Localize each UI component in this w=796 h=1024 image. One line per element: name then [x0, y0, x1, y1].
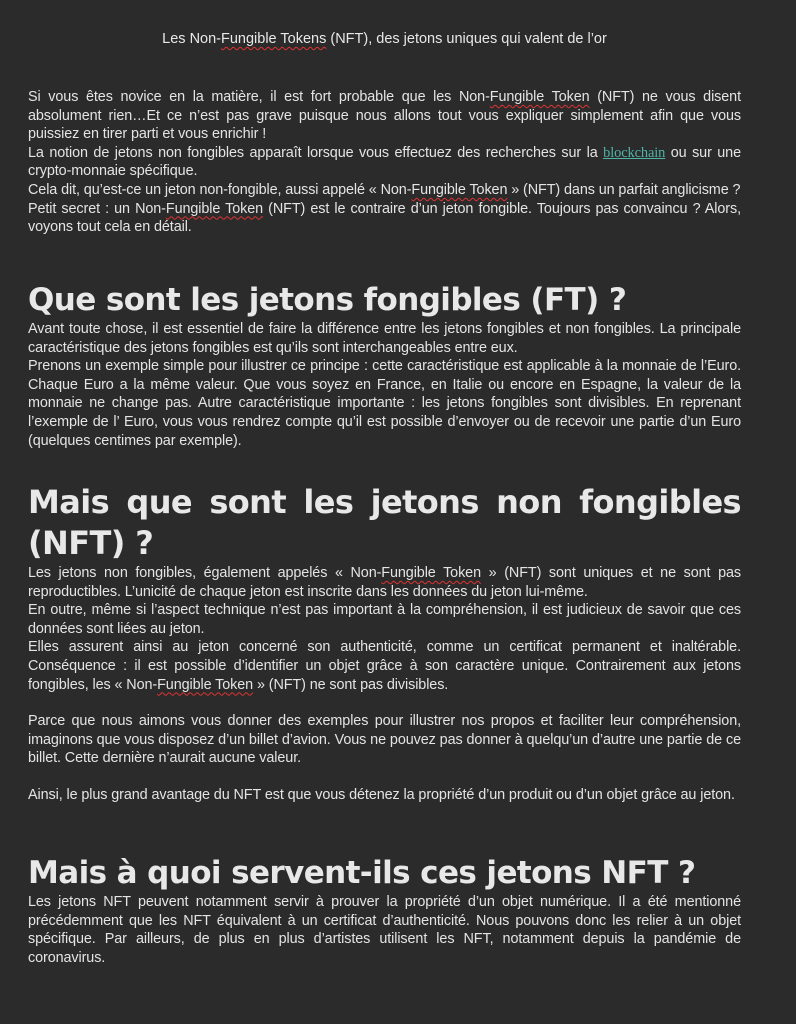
section-paragraph: Avant toute chose, il est essentiel de faire la différence entre les jetons fongibles et non fongibles. La principale caractéristique des jetons fongibles est qu’ils sont interchangeables entre eux.: [28, 321, 741, 356]
section-fungible: [28, 280, 741, 450]
section-paragraph: Les jetons non fongibles, également appelés « Non-Fungible Token » (NFT) sont uniques et ne sont pas reproductibles. L’unicité de chaque jeton est inscrite dans les données du jeton lui-même.: [28, 565, 741, 600]
spellcheck-word: Fungible Tokens: [221, 31, 327, 47]
section-paragraph: Elles assurent ainsi au jeton concerné son authenticité, comme un certificat permanent et inaltérable. Conséquence : il est possible d’identifier un objet grâce à son caractère unique. Contrairement aux jetons fongibles, les « Non-Fungible Token » (NFT) ne sont pas divisibles.: [28, 639, 741, 693]
section-usage: [28, 853, 741, 967]
document-title: Les Non-Fungible Tokens (NFT), des jetons uniques qui valent de l’or: [162, 31, 607, 47]
spellcheck-word: Fungible Token: [165, 200, 264, 217]
section-non-fungible: [28, 482, 741, 805]
blockchain-link[interactable]: blockchain: [603, 144, 666, 161]
intro-paragraph-4: Petit secret : un Non-Fungible Token (NFT) est le contraire d’un jeton fongible. Toujours pas convaincu ? Alors, voyons tout cela en détail.: [28, 200, 741, 236]
section-paragraph: En outre, même si l’aspect technique n’est pas important à la compréhension, il est judicieux de savoir que ces données sont liées au jeton.: [28, 602, 741, 637]
section-paragraph: Ainsi, le plus grand avantage du NFT est que vous détenez la propriété d’un produit ou d’un objet grâce au jeton.: [28, 786, 735, 803]
intro-section: [28, 88, 741, 237]
spellcheck-word: Fungible Token: [489, 89, 590, 105]
section-paragraph: Les jetons NFT peuvent notamment servir à prouver la propriété d’un objet numérique. Il a été mentionné précédemment que les NFT équivalent à un certificat d’authenticité. Nous pouvons donc les relier à un objet spécifique. Par ailleurs, de plus en plus d’artistes utilisent les NFT, notamment depuis la pandémie de coronavirus.: [28, 894, 741, 966]
section-paragraph: Parce que nous aimons vous donner des exemples pour illustrer nos propos et faciliter leur compréhension, imaginons que vous disposez d’un billet d’avion. Vous ne pouvez pas donner à quelqu’un d’autre une partie de ce billet. Cette dernière n’aurait aucune valeur.: [28, 713, 741, 767]
intro-paragraph-1: Si vous êtes novice en la matière, il est fort probable que les Non-Fungible Token (NFT) ne vous disent absolument rien…Et ce n’est pas grave puisque nous allons tout vous expliquer simplement afin que vous puissiez en tirer parti et vous enrichir !: [28, 89, 741, 143]
section-heading: Mais que sont les jetons non fongibles (NFT) ?: [28, 483, 741, 562]
spellcheck-word: Fungible Token: [411, 181, 508, 198]
section-paragraph: Prenons un exemple simple pour illustrer ce principe : cette caractéristique est applicable à la monnaie de l’Euro. Chaque Euro a la même valeur. Que vous soyez en France, en Italie ou encore en Espagne, la valeur de la monnaie ne change pas. Autre caractéristique importante : les jetons fongibles sont divisibles. En reprenant l’exemple de l’ Euro, vous vous rendrez compte qu’il est possible d’envoyer ou de recevoir une partie d’un Euro (quelques centimes par exemple).: [28, 358, 741, 449]
intro-paragraph-3: Cela dit, qu’est-ce un jeton non-fongible, aussi appelé « Non-Fungible Token » (NFT) dans un parfait anglicisme ?: [28, 181, 741, 198]
section-heading: Que sont les jetons fongibles (FT) ?: [28, 282, 627, 318]
spellcheck-word: Fungible Token: [381, 565, 481, 581]
intro-paragraph-2: La notion de jetons non fongibles apparaît lorsque vous effectuez des recherches sur la blockchain ou sur une crypto-monnaie spécifique.: [28, 144, 741, 180]
spellcheck-word: Fungible Token: [157, 676, 254, 693]
section-heading: Mais à quoi servent-ils ces jetons NFT ?: [28, 855, 696, 891]
